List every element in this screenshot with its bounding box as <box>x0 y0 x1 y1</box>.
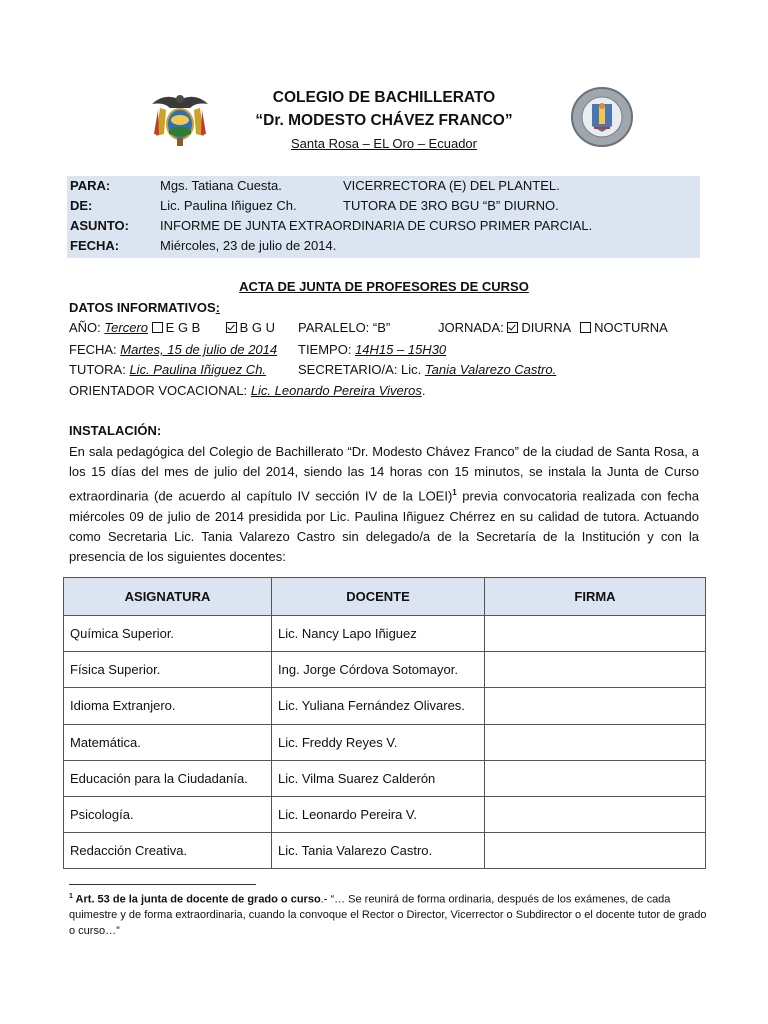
egb-checkbox[interactable] <box>152 322 163 333</box>
secretario-row <box>298 360 556 380</box>
firma-cell[interactable] <box>485 760 706 796</box>
school-name-line2: “Dr. MODESTO CHÁVEZ FRANCO” <box>255 112 513 129</box>
header-firma: FIRMA <box>485 578 706 616</box>
memo-de-label: DE: <box>70 198 93 213</box>
asignatura-cell: Educación para la Ciudadanía. <box>64 760 272 796</box>
acta-fecha-label: FECHA: <box>69 342 117 357</box>
table-row <box>64 688 706 724</box>
attendance-table <box>63 577 706 869</box>
instalacion-paragraph: En sala pedagógica del Colegio de Bachillerato “Dr. Modesto Chávez Franco” de la ciudad de Santa Rosa, a los 15 días del mes de julio del 2014, siendo las 14 horas con 15 minutos, se instala la Junta de Curso extraordinaria (de acuerdo al capítulo IV sección IV de la LOEI)$^1$ previa convocatoria realizada con fecha miércoles 09 de julio de 2014 presidida por Lic. Paulina Iñiguez Chérrez en su calidad de tutora. Actuando como Secretaria Lic. Tania Valarezo Castro sin delegado/a de la Secretaría de la Institución y con la presencia de los siguientes docentes: <box>69 444 699 565</box>
footnote-mark: 1 <box>69 893 73 900</box>
memo-para-label: PARA: <box>70 178 111 193</box>
footnote-text: .- “… Se reunirá de forma ordinaria, después de los exámenes, de cada quimestre y de forma extraordinaria, cuando la convoque el Rector o Director, Vicerrector o Subdirector o el docente tutor de grado o curso…” <box>69 893 707 937</box>
bgu-label: B G U <box>239 320 275 335</box>
tutora-value: Lic. Paulina Iñiguez Ch. <box>129 362 267 377</box>
docente-cell: Lic. Tania Valarezo Castro. <box>272 833 485 869</box>
school-location: Santa Rosa – EL Oro – Ecuador <box>291 136 477 151</box>
tutora-label: TUTORA: <box>69 362 126 377</box>
table-row <box>64 796 706 832</box>
header-docente: DOCENTE <box>272 578 485 616</box>
memo-fecha-value: Miércoles, 23 de julio de 2014. <box>160 238 337 253</box>
egb-label: E G B <box>165 320 201 335</box>
docente-cell: Lic. Freddy Reyes V. <box>272 724 485 760</box>
footnote <box>69 889 709 939</box>
datos-informativos-heading: DATOS INFORMATIVOS: <box>69 300 220 315</box>
memo-de-role: TUTORA DE 3RO BGU “B” DIURNO. <box>343 198 559 213</box>
table-row <box>64 616 706 652</box>
bgu-checkbox[interactable] <box>226 322 237 333</box>
docente-cell: Lic. Leonardo Pereira V. <box>272 796 485 832</box>
firma-cell[interactable] <box>485 688 706 724</box>
firma-cell[interactable] <box>485 724 706 760</box>
memo-asunto-value: INFORME DE JUNTA EXTRAORDINARIA DE CURSO PRIMER PARCIAL. <box>160 218 593 233</box>
firma-cell[interactable] <box>485 833 706 869</box>
anio-label: AÑO: <box>69 320 101 335</box>
asignatura-cell: Física Superior. <box>64 652 272 688</box>
jornada-row <box>438 318 668 338</box>
docente-cell: Ing. Jorge Córdova Sotomayor. <box>272 652 485 688</box>
acta-title: ACTA DE JUNTA DE PROFESORES DE CURSO <box>239 279 529 294</box>
footnote-reference[interactable]: 1 <box>452 487 457 497</box>
fecha-row <box>69 340 277 360</box>
nocturna-label: NOCTURNA <box>594 320 668 335</box>
jornada-label: JORNADA: <box>438 320 504 335</box>
memo-block <box>67 176 700 258</box>
tiempo-row <box>298 340 446 360</box>
docente-cell: Lic. Nancy Lapo Iñiguez <box>272 616 485 652</box>
tiempo-label: TIEMPO: <box>298 342 352 357</box>
instalacion-heading: INSTALACIÓN: <box>69 423 162 438</box>
footnote-divider <box>69 884 256 885</box>
table-row <box>64 833 706 869</box>
table-header-row <box>64 578 706 616</box>
memo-para-name: Mgs. Tatiana Cuesta. <box>160 178 282 193</box>
anio-row <box>69 318 275 338</box>
memo-de-name: Lic. Paulina Iñiguez Ch. <box>160 198 297 213</box>
asignatura-cell: Química Superior. <box>64 616 272 652</box>
tiempo-value: 14H15 – 15H30 <box>355 342 447 357</box>
firma-cell[interactable] <box>485 652 706 688</box>
asignatura-cell: Psicología. <box>64 796 272 832</box>
docente-cell: Lic. Vilma Suarez Calderón <box>272 760 485 796</box>
secretario-value: Tania Valarezo Castro. <box>424 362 557 377</box>
header-asignatura: ASIGNATURA <box>64 578 272 616</box>
nocturna-checkbox[interactable] <box>580 322 591 333</box>
asignatura-cell: Redacción Creativa. <box>64 833 272 869</box>
paralelo-field: PARALELO: “B” <box>298 320 391 335</box>
memo-fecha-label: FECHA: <box>70 238 120 253</box>
table-row <box>64 724 706 760</box>
tutora-row <box>69 360 266 380</box>
diurna-checkbox[interactable] <box>507 322 518 333</box>
firma-cell[interactable] <box>485 796 706 832</box>
firma-cell[interactable] <box>485 616 706 652</box>
asignatura-cell: Idioma Extranjero. <box>64 688 272 724</box>
diurna-label: DIURNA <box>521 320 571 335</box>
acta-fecha-value: Martes, 15 de julio de 2014 <box>120 342 278 357</box>
asignatura-cell: Matemática. <box>64 724 272 760</box>
orientador-value: Lic. Leonardo Pereira Viveros <box>250 383 422 398</box>
memo-asunto-label: ASUNTO: <box>70 218 129 233</box>
anio-value: Tercero <box>104 320 149 335</box>
orientador-label: ORIENTADOR VOCACIONAL: <box>69 383 248 398</box>
school-name-line1: COLEGIO DE BACHILLERATO <box>272 89 496 106</box>
memo-para-role: VICERRECTORA (E) DEL PLANTEL. <box>343 178 560 193</box>
orientador-row: ORIENTADOR VOCACIONAL: Lic. Leonardo Pereira Viveros. <box>69 383 426 398</box>
secretario-label: SECRETARIO/A: Lic. <box>298 362 422 377</box>
footnote-article: Art. 53 de la junta de docente de grado o curso <box>72 893 321 906</box>
docente-cell: Lic. Yuliana Fernández Olivares. <box>272 688 485 724</box>
table-row <box>64 652 706 688</box>
table-row <box>64 760 706 796</box>
